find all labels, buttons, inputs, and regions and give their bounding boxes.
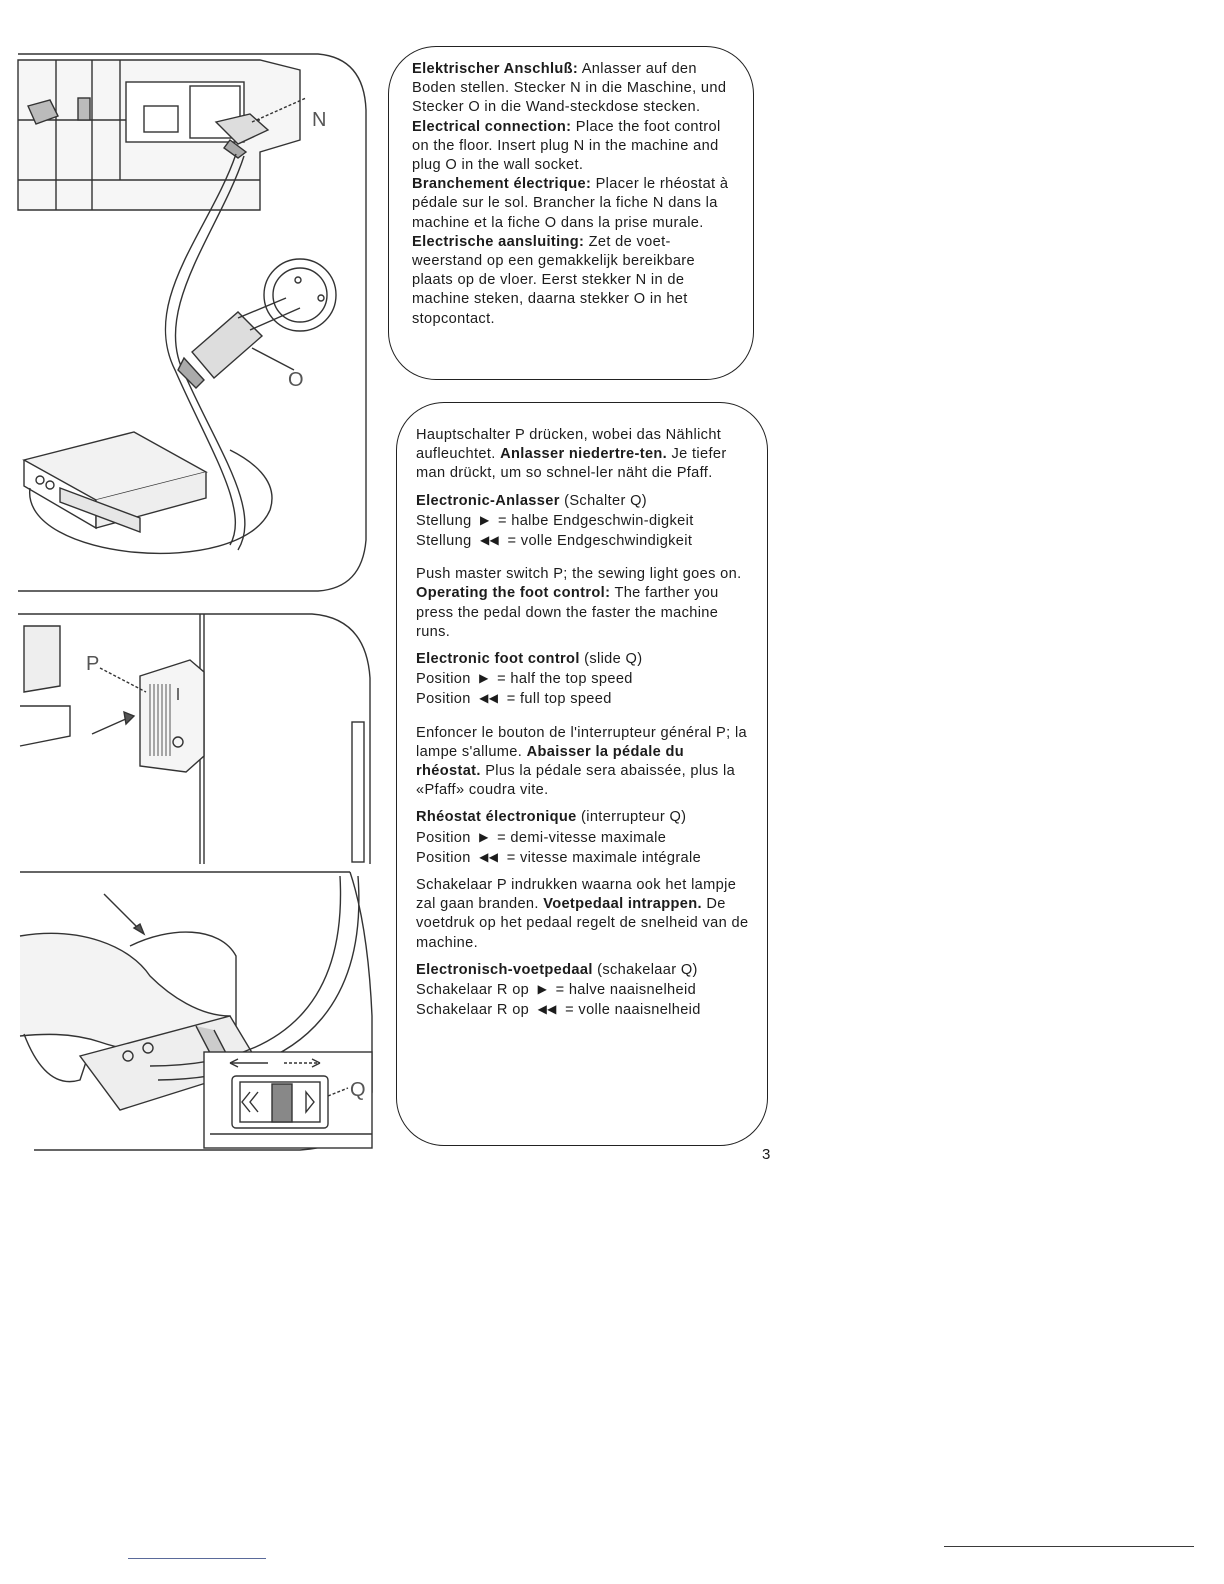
box2-en-sub (416, 650, 750, 669)
figure-master-switch (0, 606, 374, 868)
box2-de-line2-label: Stellung (416, 533, 472, 550)
label-p: P (86, 653, 100, 675)
foot-pedal-drawing (0, 866, 378, 1156)
box2-nl-sub (416, 961, 750, 980)
box2-en-sub-paren: (slide Q) (579, 651, 643, 668)
box2-en-line1-text: = half the top speed (497, 671, 633, 688)
box1-de-heading: Elektrischer Anschluß: (412, 61, 579, 77)
box2-en-intro: Push master switch P; the sewing light goes on. (416, 566, 742, 583)
box1-de (412, 60, 734, 118)
box2-nl-intro: Schakelaar P indrukken waarna ook het lampje zal gaan branden. (416, 877, 737, 913)
box1-en (412, 118, 734, 176)
box2-en-rest: The farther you press the pedal down the faster the machine runs. (416, 585, 719, 640)
box2-nl-rest: De voetdruk op het pedaal regelt de snelheid van de machine. (416, 896, 749, 951)
figure-plug-connection (0, 40, 372, 596)
box1-text (412, 60, 734, 329)
half-speed-icon: ▶ (479, 512, 490, 527)
box2-nl-line2 (416, 1000, 750, 1020)
box2-de-sub-paren: (Schalter Q) (559, 492, 648, 509)
label-o: O (288, 369, 304, 391)
box2-de-rest: Je tiefer man drückt, um so schnel-ler näht die Pfaff. (416, 446, 727, 482)
master-switch-drawing (0, 606, 374, 868)
box2-fr-intro: Enfoncer le bouton de l'interrupteur général P; la lampe s'allume. (416, 724, 748, 760)
box2-fr-line2-label: Position (416, 849, 471, 866)
box2-nl-line1-text: = halve naaisnelheid (555, 982, 697, 999)
box2-nl-line1 (416, 980, 750, 1000)
box2-fr-line1-label: Position (416, 829, 471, 846)
half-speed-icon: ▶ (537, 982, 548, 997)
full-speed-icon: ◀◀ (479, 691, 499, 706)
box2-de-sub-heading: Electronic-Anlasser (416, 492, 560, 509)
box2-en-sub-heading: Electronic foot control (416, 651, 580, 668)
box2-fr-rest: Plus la pédale sera abaissée, plus la «Pfaff» coudra vite. (416, 763, 736, 799)
box2-text (416, 426, 750, 1020)
box2-en-line1-label: Position (416, 671, 471, 688)
box2-fr-line2 (416, 848, 750, 868)
scan-edge-line-left (128, 1558, 266, 1559)
box2-nl-sub-heading: Electronisch-voetpedaal (416, 961, 593, 978)
box2-nl-bold: Voetpedaal intrappen. (543, 896, 702, 913)
box2-en-line2 (416, 689, 750, 709)
box2-en-line1 (416, 669, 750, 689)
box2-de-line1-label: Stellung (416, 512, 472, 529)
full-speed-icon: ◀◀ (479, 533, 500, 548)
figure-foot-pedal (0, 866, 378, 1156)
box2-nl-line2-label: Schakelaar R op (416, 1002, 530, 1019)
box1-nl-text: Zet de voet-weerstand op een gemakkelijk bereikbare plaats op de vloer. Eerst stekker N in de machine steken, daarna stekker O in het stopcontact. (412, 233, 695, 327)
box2-fr-line1-text: = demi-vitesse maximale (497, 829, 667, 846)
box2-de-line1 (416, 511, 750, 531)
box2-en-bold: Operating the foot control: (416, 585, 611, 602)
label-n: N (312, 109, 327, 131)
box2-fr-sub-paren: (interrupteur Q) (576, 809, 687, 826)
box2-de-para (416, 426, 750, 484)
box2-de-intro: Hauptschalter P drücken, wobei das Nählicht aufleuchtet. (416, 427, 722, 463)
box2-fr-line2-text: = vitesse maximale intégrale (506, 849, 702, 866)
box2-fr-para (416, 724, 750, 801)
box1-en-heading: Electrical connection: (412, 118, 572, 135)
full-speed-icon: ◀◀ (537, 1002, 557, 1017)
box1-nl-heading: Electrische aansluiting: (412, 233, 585, 250)
box2-nl-line1-label: Schakelaar R op (416, 982, 530, 999)
box2-en-line2-label: Position (416, 691, 471, 708)
box1-de-text: Anlasser auf den Boden stellen. Stecker N in die Maschine, und Stecker O in die Wand-steckdose stecken. (412, 61, 727, 116)
box2-nl-line2-text: = volle naaisnelheid (565, 1002, 701, 1019)
box1-fr (412, 175, 734, 233)
half-speed-icon: ▶ (479, 671, 489, 686)
box2-de-line1-text: = halbe Endgeschwin-digkeit (497, 512, 694, 529)
box2-en-para (416, 565, 750, 642)
box2-de-bold: Anlasser niedertre-ten. (500, 446, 668, 463)
box2-fr-sub-heading: Rhéostat électronique (416, 809, 577, 826)
box2-de-sub (416, 492, 750, 511)
box2-de-line2-text: = volle Endgeschwindigkeit (507, 533, 693, 550)
box2-en-line2-text: = full top speed (506, 691, 612, 708)
scan-edge-line-right (944, 1546, 1194, 1547)
box2-fr-sub (416, 808, 750, 827)
box1-en-text: Place the foot control on the floor. Insert plug N in the machine and plug O in the wall socket. (412, 118, 721, 174)
label-q: Q (350, 1079, 366, 1101)
box2-nl-sub-paren: (schakelaar Q) (592, 961, 698, 978)
box1-fr-text: Placer le rhéostat à pédale sur le sol. Brancher la fiche N dans la machine et la fiche O dans la prise murale. (412, 176, 729, 231)
half-speed-icon: ▶ (479, 829, 489, 844)
plug-connection-drawing (0, 40, 372, 596)
page-number: 3 (762, 1146, 771, 1163)
box2-nl-para (416, 876, 750, 953)
box2-de-line2 (416, 531, 750, 551)
box2-fr-bold: Abaisser la pédale du rhéostat. (416, 743, 684, 780)
full-speed-icon: ◀◀ (479, 849, 499, 864)
box1-fr-heading: Branchement électrique: (412, 176, 592, 193)
box2-fr-line1 (416, 828, 750, 848)
box1-nl (412, 233, 734, 329)
